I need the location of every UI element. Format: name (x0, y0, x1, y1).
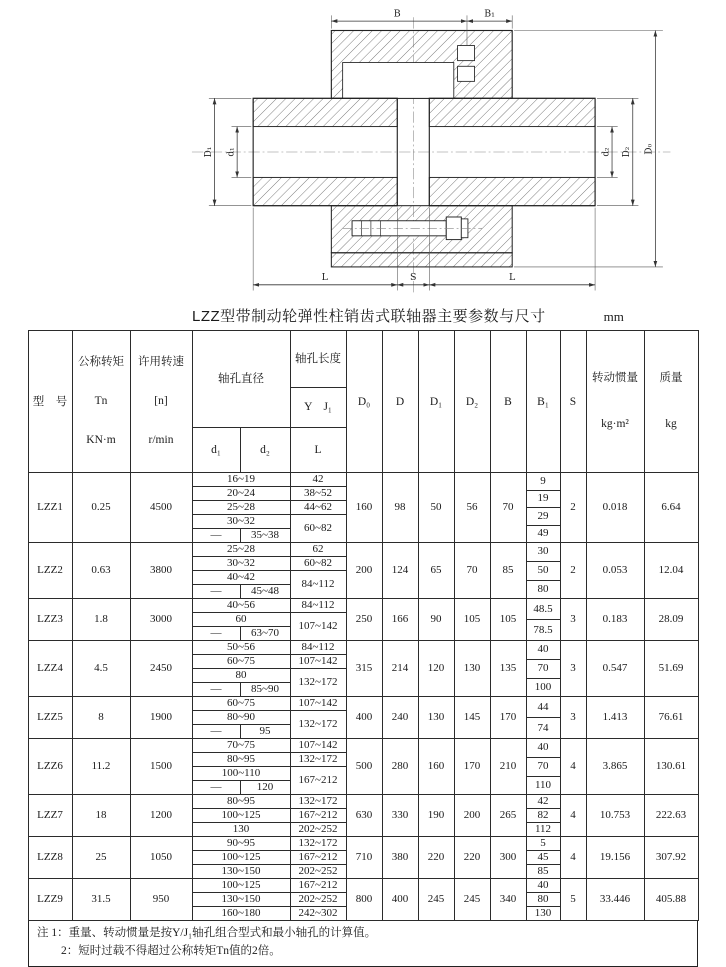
D0-cell: 500 (346, 739, 382, 795)
bore-length-cell: 202~252 (290, 893, 346, 907)
D2-cell: 70 (454, 543, 490, 599)
speed-cell: 950 (130, 879, 192, 921)
model-cell: LZZ4 (28, 641, 72, 697)
speed-symbol: [n] (154, 395, 168, 408)
bore-length-cell: 84~112 (290, 599, 346, 613)
D-cell: 166 (382, 599, 418, 641)
torque-cell: 1.8 (72, 599, 130, 641)
bore-d1-cell: — (192, 725, 240, 739)
B1-value: 70 (527, 660, 560, 679)
bore-length-cell: 132~172 (290, 711, 346, 739)
B1-cell (526, 599, 560, 641)
col-header-S: S (560, 331, 586, 473)
dim-label-D0: D₀ (644, 143, 655, 155)
speed-cell: 2450 (130, 641, 192, 697)
speed-cell: 4500 (130, 473, 192, 543)
bore-length-cell: 132~172 (290, 795, 346, 809)
table-row (28, 473, 698, 487)
dim-label-S: S (410, 272, 417, 284)
speed-cell: 1900 (130, 697, 192, 739)
torque-cell: 18 (72, 795, 130, 837)
torque-label: 公称转矩 (78, 356, 124, 369)
right-hub-top (429, 98, 595, 126)
bore-range-cell: 25~28 (192, 501, 290, 515)
torque-cell: 11.2 (72, 739, 130, 795)
B1-value: 49 (537, 527, 549, 540)
mass-cell: 28.09 (644, 599, 698, 641)
B1-value: 70 (527, 758, 560, 777)
bore-range-cell: 80~95 (192, 795, 290, 809)
D-cell: 280 (382, 739, 418, 795)
pin-section-lower (458, 66, 475, 81)
bore-range-cell: 130 (192, 823, 290, 837)
bore-length-cell: 167~212 (290, 879, 346, 893)
bore-length-cell: 167~212 (290, 809, 346, 823)
bore-range-cell: 30~32 (192, 557, 290, 571)
D1-cell: 65 (418, 543, 454, 599)
B1-value: 80 (527, 893, 560, 907)
inertia-unit: kg·m² (601, 418, 629, 431)
bore-length-cell: 167~212 (290, 851, 346, 865)
bore-length-cell: 44~62 (290, 501, 346, 515)
D2-cell: 56 (454, 473, 490, 543)
col-header-torque (72, 331, 130, 473)
dim-label-d1: d₁ (226, 147, 237, 157)
dim-label-L-right: L (509, 272, 516, 284)
inertia-label: 转动惯量 (592, 372, 638, 385)
B1-cell (526, 837, 560, 879)
speed-unit: r/min (148, 434, 174, 447)
speed-cell: 3800 (130, 543, 192, 599)
model-cell: LZZ6 (28, 739, 72, 795)
inertia-cell: 0.183 (586, 599, 644, 641)
bore-d1-cell: — (192, 781, 240, 795)
footnote-2: 2：短时过载不得超过公称转矩Tn值的2倍。 (61, 944, 281, 957)
B1-value: 40 (527, 879, 560, 893)
B1-sublist (527, 599, 560, 640)
S-cell: 3 (560, 599, 586, 641)
B1-value: 80 (537, 582, 549, 595)
bore-length-cell: 167~212 (290, 767, 346, 795)
bore-range-cell: 25~28 (192, 543, 290, 557)
bore-length-cell: 107~142 (290, 697, 346, 711)
bore-range-cell: 70~75 (192, 739, 290, 753)
D0-cell: 250 (346, 599, 382, 641)
torque-cell: 0.63 (72, 543, 130, 599)
bore-d2-cell: 35~38 (240, 529, 290, 543)
B1-value: 29 (527, 508, 560, 526)
B1-value: 50 (527, 562, 560, 581)
D1-cell: 160 (418, 739, 454, 795)
B1-value: 19 (527, 491, 560, 509)
col-header-inertia (586, 331, 644, 473)
bore-length-cell: 107~142 (290, 739, 346, 753)
inertia-cell: 19.156 (586, 837, 644, 879)
bore-length-cell: 242~302 (290, 907, 346, 921)
D2-cell: 245 (454, 879, 490, 921)
bore-length-cell: 60~82 (290, 557, 346, 571)
B1-value: 78.5 (533, 623, 553, 636)
S-cell: 5 (560, 879, 586, 921)
table-row (28, 599, 698, 613)
S-cell: 4 (560, 837, 586, 879)
D2-cell: 220 (454, 837, 490, 879)
right-hub-bottom (429, 177, 595, 205)
col-header-D2: D₂ (454, 331, 490, 473)
bore-length-cell: 84~112 (290, 571, 346, 599)
D-cell: 214 (382, 641, 418, 697)
torque-cell: 8 (72, 697, 130, 739)
dim-label-B: B (393, 8, 401, 20)
inertia-cell: 10.753 (586, 795, 644, 837)
model-cell: LZZ9 (28, 879, 72, 921)
inertia-cell: 33.446 (586, 879, 644, 921)
S-cell: 2 (560, 543, 586, 599)
inertia-cell: 0.547 (586, 641, 644, 697)
bore-d2-cell: 45~48 (240, 585, 290, 599)
B1-value: 40 (527, 641, 560, 660)
D0-cell: 630 (346, 795, 382, 837)
inertia-cell: 3.865 (586, 739, 644, 795)
col-header-B1: B₁ (526, 331, 560, 473)
bore-length-cell: 60~82 (290, 515, 346, 543)
bore-range-cell: 100~125 (192, 851, 290, 865)
D0-cell: 315 (346, 641, 382, 697)
B1-cell (526, 473, 560, 543)
B1-value: 42 (527, 795, 560, 809)
speed-cell: 3000 (130, 599, 192, 641)
mass-cell: 76.61 (644, 697, 698, 739)
document-page (0, 6, 726, 957)
bore-length-cell: 132~172 (290, 753, 346, 767)
drum-inner (343, 63, 454, 99)
bore-length-cell: 62 (290, 543, 346, 557)
mass-cell: 12.04 (644, 543, 698, 599)
bore-d2-cell: 95 (240, 725, 290, 739)
table-row (28, 697, 698, 711)
bore-d2-cell: 120 (240, 781, 290, 795)
D-cell: 124 (382, 543, 418, 599)
B1-sublist (527, 837, 560, 878)
B1-value: 130 (534, 907, 552, 920)
left-hub-top (253, 98, 397, 126)
bore-d1-cell: — (192, 529, 240, 543)
mass-unit: kg (665, 418, 677, 431)
D0-cell: 160 (346, 473, 382, 543)
mass-cell: 307.92 (644, 837, 698, 879)
B1-value: 100 (534, 680, 552, 693)
S-cell: 4 (560, 795, 586, 837)
bore-range-cell: 20~24 (192, 487, 290, 501)
table-row (28, 739, 698, 753)
dim-label-B1: B₁ (484, 8, 495, 20)
S-cell: 2 (560, 473, 586, 543)
speed-cell: 1500 (130, 739, 192, 795)
B-cell: 135 (490, 641, 526, 697)
header-row-1 (28, 331, 698, 388)
model-cell: LZZ2 (28, 543, 72, 599)
bore-range-cell: 160~180 (192, 907, 290, 921)
B1-value: 74 (537, 721, 549, 734)
B-cell: 265 (490, 795, 526, 837)
model-cell: LZZ1 (28, 473, 72, 543)
model-cell: LZZ8 (28, 837, 72, 879)
left-hub-bottom (253, 177, 397, 205)
bore-range-cell: 100~125 (192, 809, 290, 823)
B1-cell (526, 879, 560, 921)
D1-cell: 245 (418, 879, 454, 921)
D1-cell: 120 (418, 641, 454, 697)
bore-range-cell: 100~110 (192, 767, 290, 781)
B1-value: 45 (527, 851, 560, 865)
B1-value: 82 (527, 809, 560, 823)
bore-d2-cell: 63~70 (240, 627, 290, 641)
D2-cell: 105 (454, 599, 490, 641)
bore-range-cell: 50~56 (192, 641, 290, 655)
drum-bottom-rim (331, 253, 512, 267)
D2-cell: 130 (454, 641, 490, 697)
bore-length-cell: 107~142 (290, 655, 346, 669)
bore-d1-cell: — (192, 627, 240, 641)
bore-range-cell: 80~95 (192, 753, 290, 767)
B1-sublist (527, 795, 560, 836)
D1-cell: 130 (418, 697, 454, 739)
model-cell: LZZ3 (28, 599, 72, 641)
B-cell: 170 (490, 697, 526, 739)
speed-cell: 1050 (130, 837, 192, 879)
table-row (28, 543, 698, 557)
table-row (28, 879, 698, 893)
torque-cell: 0.25 (72, 473, 130, 543)
table-row (28, 641, 698, 655)
bore-length-cell: 42 (290, 473, 346, 487)
model-cell: LZZ7 (28, 795, 72, 837)
S-cell: 3 (560, 641, 586, 697)
D0-cell: 400 (346, 697, 382, 739)
D2-cell: 145 (454, 697, 490, 739)
inertia-cell: 0.018 (586, 473, 644, 543)
D0-cell: 710 (346, 837, 382, 879)
D2-cell: 200 (454, 795, 490, 837)
coupling-drawing (138, 6, 698, 303)
torque-cell: 31.5 (72, 879, 130, 921)
bore-length-cell: 38~52 (290, 487, 346, 501)
mass-label: 质量 (659, 372, 683, 385)
model-cell: LZZ5 (28, 697, 72, 739)
dim-label-D2: D₂ (621, 146, 632, 158)
torque-unit: KN·m (86, 434, 116, 447)
B-cell: 105 (490, 599, 526, 641)
D1-cell: 220 (418, 837, 454, 879)
B1-value: 110 (534, 778, 552, 791)
S-cell: 4 (560, 739, 586, 795)
mass-cell: 222.63 (644, 795, 698, 837)
B1-cell (526, 795, 560, 837)
dim-label-D1: D₁ (203, 146, 214, 158)
coupling-cross-section (138, 6, 698, 298)
B1-sublist (527, 641, 560, 696)
torque-symbol: Tn (94, 395, 108, 408)
B1-sublist (527, 543, 560, 598)
dim-label-L-left: L (321, 272, 328, 284)
inertia-cell: 1.413 (586, 697, 644, 739)
col-header-speed (130, 331, 192, 473)
B1-value: 9 (527, 473, 560, 491)
bore-length-cell: 132~172 (290, 669, 346, 697)
B1-sublist (527, 739, 560, 794)
D2-cell: 170 (454, 739, 490, 795)
bore-length-cell: 132~172 (290, 837, 346, 851)
col-header-yj1: Y J₁ (290, 387, 346, 427)
bore-d2-cell: 85~90 (240, 683, 290, 697)
bore-range-cell: 40~42 (192, 571, 290, 585)
inertia-cell: 0.053 (586, 543, 644, 599)
bore-length-cell: 202~252 (290, 823, 346, 837)
col-header-D0: D₀ (346, 331, 382, 473)
D1-cell: 50 (418, 473, 454, 543)
bore-range-cell: 100~125 (192, 879, 290, 893)
mass-cell: 405.88 (644, 879, 698, 921)
bore-range-cell: 16~19 (192, 473, 290, 487)
bore-range-cell: 40~56 (192, 599, 290, 613)
pin-section-upper (458, 46, 475, 61)
bore-length-cell: 84~112 (290, 641, 346, 655)
page-title: LZZ型带制动轮弹性柱销齿式联轴器主要参数与尺寸 (192, 308, 546, 325)
B1-value: 40 (527, 739, 560, 758)
bore-range-cell: 60 (192, 613, 290, 627)
B1-cell (526, 641, 560, 697)
D-cell: 330 (382, 795, 418, 837)
bore-range-cell: 80 (192, 669, 290, 683)
footnote-1: 注 1：重量、转动惯量是按Y/J₁轴孔组合型式和最小轴孔的计算值。 (37, 927, 377, 940)
bore-length-cell: 202~252 (290, 865, 346, 879)
bore-range-cell: 130~150 (192, 865, 290, 879)
B1-value: 85 (537, 865, 549, 878)
B1-cell (526, 543, 560, 599)
B1-value: 112 (534, 823, 552, 836)
bore-range-cell: 80~90 (192, 711, 290, 725)
col-header-bore-length: 轴孔长度 (290, 331, 346, 388)
B1-value: 44 (527, 697, 560, 718)
B-cell: 340 (490, 879, 526, 921)
bore-range-cell: 130~150 (192, 893, 290, 907)
D-cell: 98 (382, 473, 418, 543)
D0-cell: 200 (346, 543, 382, 599)
col-header-d2: d₂ (240, 427, 290, 473)
table-row (28, 837, 698, 851)
parameters-table (28, 330, 699, 921)
bore-d1-cell: — (192, 683, 240, 697)
unit-label: mm (603, 309, 624, 324)
col-header-D: D (382, 331, 418, 473)
B-cell: 210 (490, 739, 526, 795)
B-cell: 300 (490, 837, 526, 879)
D-cell: 400 (382, 879, 418, 921)
col-header-d1: d₁ (192, 427, 240, 473)
B1-cell (526, 697, 560, 739)
col-header-L: L (290, 427, 346, 473)
mass-cell: 51.69 (644, 641, 698, 697)
speed-cell: 1200 (130, 795, 192, 837)
B1-cell (526, 739, 560, 795)
B-cell: 70 (490, 473, 526, 543)
bore-length-cell: 107~142 (290, 613, 346, 641)
B-cell: 85 (490, 543, 526, 599)
D1-cell: 90 (418, 599, 454, 641)
title-row (192, 305, 726, 326)
B1-sublist (527, 879, 560, 920)
B1-value: 30 (527, 543, 560, 562)
B1-sublist (527, 473, 560, 542)
S-cell: 3 (560, 697, 586, 739)
bore-range-cell: 30~32 (192, 515, 290, 529)
col-header-bore-diameter: 轴孔直径 (192, 331, 290, 428)
bore-d1-cell: — (192, 585, 240, 599)
bore-range-cell: 90~95 (192, 837, 290, 851)
col-header-model: 型 号 (28, 331, 72, 473)
D0-cell: 800 (346, 879, 382, 921)
D1-cell: 190 (418, 795, 454, 837)
col-header-D1: D₁ (418, 331, 454, 473)
B1-value: 5 (527, 837, 560, 851)
torque-cell: 4.5 (72, 641, 130, 697)
speed-label: 许用转速 (138, 356, 184, 369)
col-header-B: B (490, 331, 526, 473)
D-cell: 380 (382, 837, 418, 879)
torque-cell: 25 (72, 837, 130, 879)
table-body (28, 473, 698, 921)
D-cell: 240 (382, 697, 418, 739)
B1-sublist (527, 697, 560, 738)
dim-label-d2: d₂ (601, 147, 612, 157)
bore-range-cell: 60~75 (192, 697, 290, 711)
mass-cell: 130.61 (644, 739, 698, 795)
B1-value: 48.5 (527, 599, 560, 620)
footnotes (28, 921, 698, 967)
table-row (28, 795, 698, 809)
col-header-mass (644, 331, 698, 473)
bore-range-cell: 60~75 (192, 655, 290, 669)
mass-cell: 6.64 (644, 473, 698, 543)
